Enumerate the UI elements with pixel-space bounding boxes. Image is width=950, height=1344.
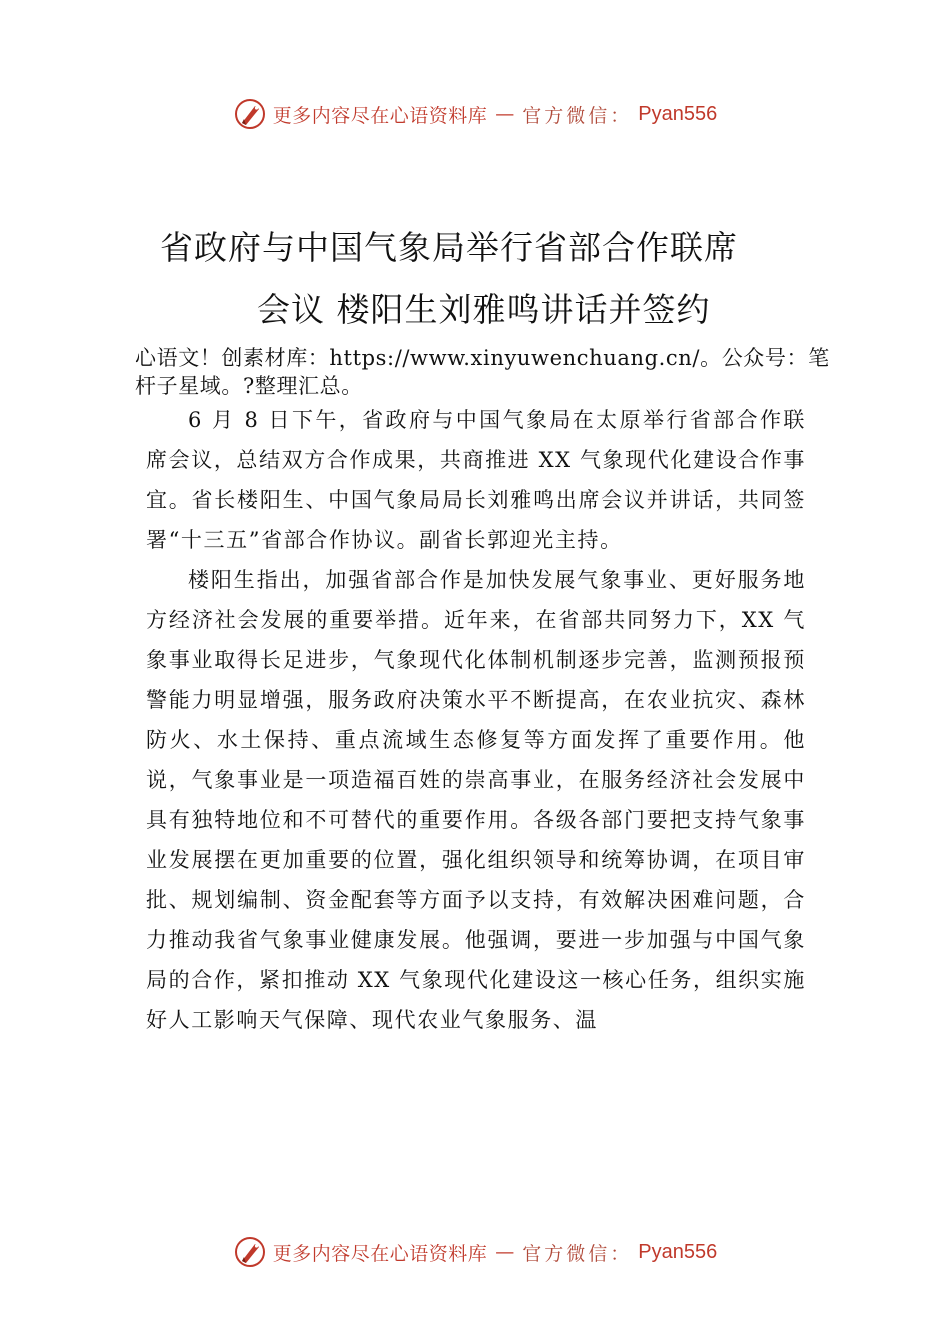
document-title-line-1: 省政府与中国气象局举行省部合作联席 (160, 228, 738, 267)
watermark-dash: — (495, 1241, 515, 1263)
watermark-dash: — (495, 103, 515, 125)
pen-logo-icon (233, 97, 267, 131)
pen-logo-icon (233, 1235, 267, 1269)
watermark-wechat-label: 官方微信： (522, 1242, 633, 1265)
source-note: 心语文！创素材库：https://www.xinyuwenchuang.cn/。公众号：笔杆子星域。?整理汇总。 (135, 346, 830, 398)
watermark-header (0, 92, 950, 136)
watermark-wechat-label: 官方微信： (522, 104, 633, 127)
watermark-footer (0, 1230, 950, 1274)
paragraph: 6 月 8 日下午，省政府与中国气象局在太原举行省部合作联席会议，总结双方合作成果，共商推进 XX 气象现代化建设合作事宜。省长楼阳生、中国气象局局长刘雅鸣出席会议并讲话，共同签署“十三五”省部合作协议。副省长郭迎光主持。 (146, 408, 806, 552)
watermark-wechat-id: Pyan556 (638, 102, 718, 125)
article-body (146, 400, 806, 1040)
watermark-main-text: 更多内容尽在心语资料库 (272, 1242, 488, 1265)
watermark-wechat-id: Pyan556 (638, 1240, 718, 1263)
document-title-line-2: 会议 楼阳生刘雅鸣讲话并签约 (257, 290, 711, 329)
paragraph: 楼阳生指出，加强省部合作是加快发展气象事业、更好服务地方经济社会发展的重要举措。近年来，在省部共同努力下，XX 气象事业取得长足进步，气象现代化体制机制逐步完善，监测预报预警能力明显增强，服务政府决策水平不断提高，在农业抗灾、森林防火、水土保持、重点流域生态修复等方面发挥了重要作用。他说，气象事业是一项造福百姓的崇高事业，在服务经济社会发展中具有独特地位和不可替代的重要作用。各级各部门要把支持气象事业发展摆在更加重要的位置，强化组织领导和统筹协调，在项目审批、规划编制、资金配套等方面予以支持，有效解决困难问题，合力推动我省气象事业健康发展。他强调，要进一步加强与中国气象局的合作，紧扣推动 XX 气象现代化建设这一核心任务，组织实施好人工影响天气保障、现代农业气象服务、温 (146, 568, 806, 1032)
watermark-main-text: 更多内容尽在心语资料库 (272, 104, 488, 127)
